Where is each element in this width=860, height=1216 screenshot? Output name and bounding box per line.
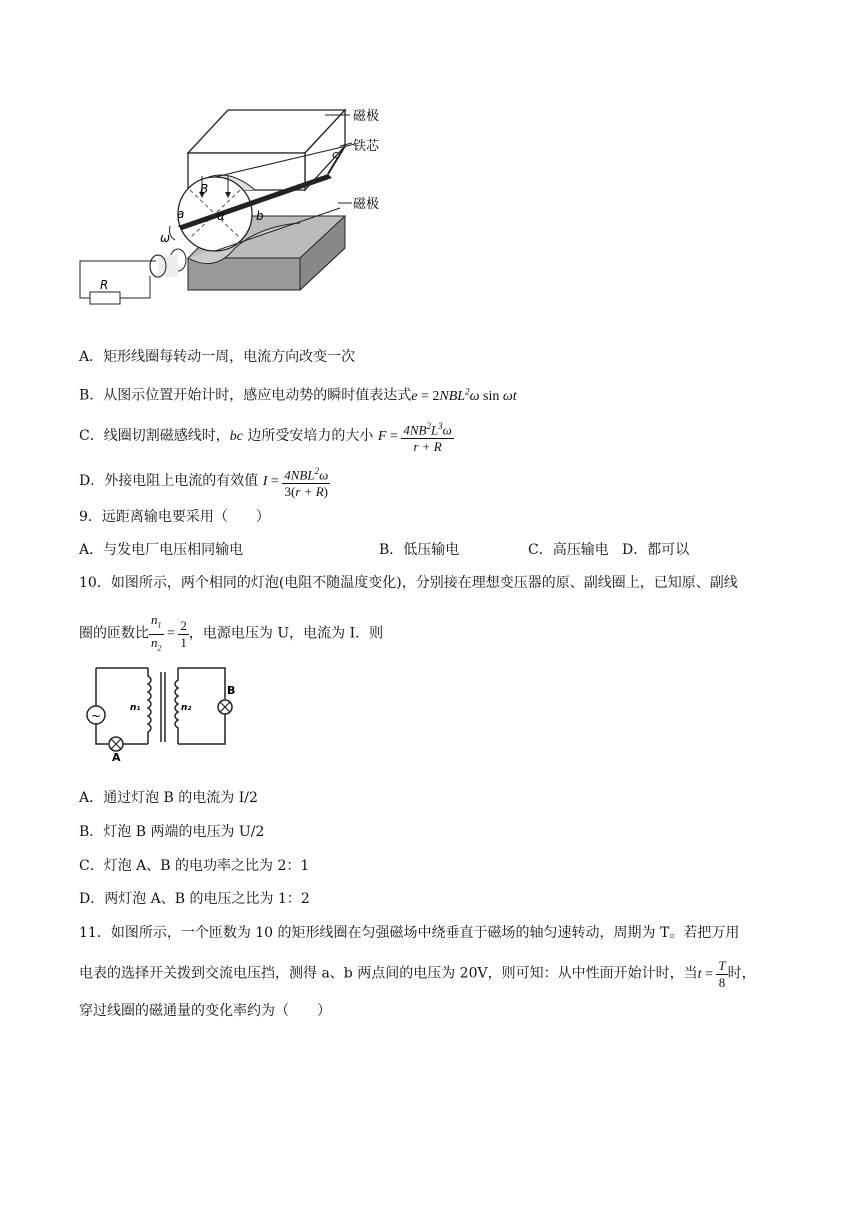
q11-stem-line2-text: 电表的选择开关拨到交流电压挡，测得 a、b 两点间的电压为 20V，则可知：从中性面开始计时，当	[79, 965, 698, 982]
q8-option-a: A．矩形线圈每转动一周，电流方向改变一次	[79, 349, 356, 365]
q9-stem: 9．远距离输电要采用（ ）	[79, 509, 270, 525]
label-B: B	[200, 182, 209, 196]
q10-stem-prefix: 圈的匝数比	[79, 625, 149, 642]
label-a: a	[177, 207, 185, 221]
q10-option-b: B．灯泡 B 两端的电压为 U/2	[79, 824, 265, 840]
q8-option-c-text: C．线圈切割磁感线时，	[79, 427, 230, 444]
q8-option-b-formula: $e = 2NBL^2\omega$ sin ωt	[411, 386, 517, 404]
q8-option-d-formula: I = $\frac{4NBL^2\omega}{3(r + R)}$	[263, 474, 331, 489]
transformer-figure	[76, 666, 246, 764]
label-pole-bottom: 磁极	[353, 197, 380, 212]
q11-stem-line3: 穿过线圈的磁通量的变化率约为（ ）	[79, 1003, 331, 1019]
label-n1: n₁	[130, 703, 141, 713]
q8-option-c-bc: bc	[229, 428, 243, 444]
q8-option-c-mid: 边所受安培力的大小	[242, 427, 378, 444]
q11-stem-line2	[79, 958, 756, 991]
label-b: b	[256, 209, 264, 223]
source-symbol: ~	[91, 709, 102, 723]
generator-figure	[70, 98, 410, 308]
label-n2: n₂	[181, 703, 192, 713]
label-R: R	[100, 278, 109, 292]
q11-stem-line2-suffix: 时，	[727, 965, 756, 982]
label-c: c	[332, 148, 339, 161]
label-omega: ω	[160, 231, 171, 245]
q10-stem-line1: 10．如图所示，两个相同的灯泡(电阻不随温度变化)，分别接在理想变压器的原、副线圈上，已知原、副线	[79, 575, 738, 591]
label-lamp-b: B	[227, 684, 236, 697]
q8-option-b	[79, 382, 517, 406]
q8-option-b-text: B．从图示位置开始计时，感应电动势的瞬时值表达式	[79, 387, 412, 404]
q10-option-c: C．灯泡 A、B 的电功率之比为 2：1	[79, 858, 310, 874]
q8-option-d	[79, 463, 330, 500]
q11-time-formula: t = $\frac{T}{8}$	[697, 958, 726, 990]
q9-option-a: A．与发电厂电压相同输电	[79, 542, 244, 558]
q8-option-c-formula: F = $\frac{4NB^2L^3\omega}{r + R}$	[378, 429, 454, 444]
q11-stem-line1: 11．如图所示，一个匝数为 10 的矩形线圈在匀强磁场中绕垂直于磁场的轴匀速转动，周期为 T。若把万用	[79, 925, 740, 941]
q10-stem-suffix: ，电源电压为 U，电流为 I．则	[188, 625, 384, 642]
q10-option-a: A．通过灯泡 B 的电流为 I/2	[79, 790, 258, 806]
q8-option-c	[79, 418, 454, 455]
q9-option-c: C．高压输电	[528, 542, 609, 558]
q9-option-d: D．都可以	[622, 542, 690, 558]
label-pole-top: 磁极	[353, 109, 380, 124]
label-core: 铁芯	[353, 139, 380, 154]
q8-option-d-text: D．外接电阻上电流的有效值	[79, 472, 263, 489]
q9-option-b: B．低压输电	[379, 542, 460, 558]
label-alpha: α	[217, 209, 225, 223]
q10-ratio-formula: $\frac{n_1}{n_2}$ = $\frac{2}{1}$	[151, 612, 187, 653]
q10-stem-line2	[79, 612, 383, 656]
label-lamp-a: A	[112, 751, 121, 764]
q10-option-d: D．两灯泡 A、B 的电压之比为 1：2	[79, 891, 310, 907]
